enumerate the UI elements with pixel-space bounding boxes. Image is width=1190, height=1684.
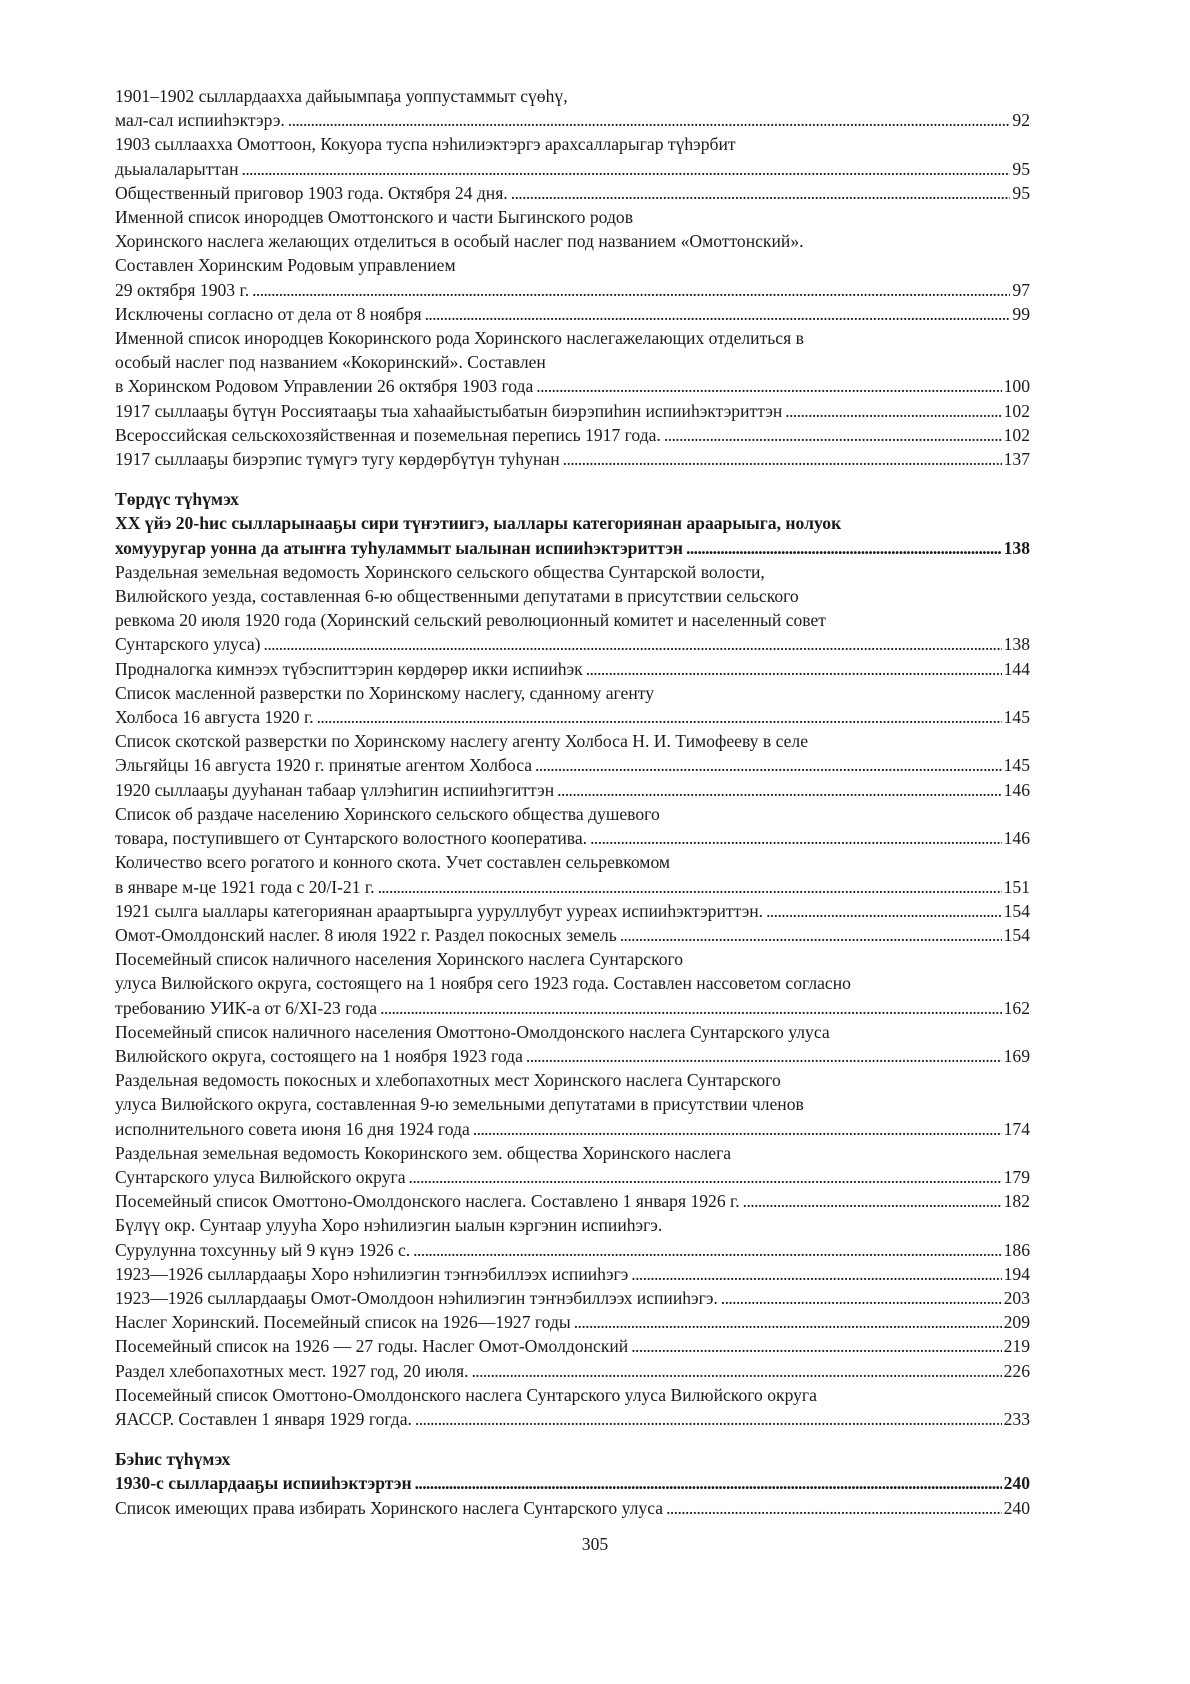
toc-entry-line: Посемейный список наличного населения Хоринского наслега Сунтарского [115, 949, 684, 970]
toc-entry [115, 850, 1030, 898]
toc-entry [115, 205, 1030, 302]
toc-entry-title: Исключены согласно от дела от 8 ноября [115, 303, 422, 324]
toc-entry-title: в январе м-це 1921 года с 20/I-21 г. [115, 876, 375, 897]
toc-entry-page: 100 [1003, 376, 1030, 397]
dot-leader [378, 875, 1002, 899]
toc-entry [115, 84, 1030, 132]
toc-entry-page: 182 [1003, 1191, 1030, 1212]
dot-leader [317, 705, 1002, 729]
toc-entry-page: 99 [1012, 303, 1030, 324]
toc-entry-leader-line [115, 826, 1030, 850]
toc-entry-title: Вилюйского округа, состоящего на 1 ноября 1923 года [115, 1045, 523, 1066]
dot-leader [415, 1471, 1002, 1495]
toc-entry [115, 1383, 1030, 1431]
dot-leader [380, 996, 1002, 1020]
toc-entry-title: Список имеющих права избирать Хоринского наслега Сунтарского улуса [115, 1497, 664, 1518]
toc-entry [115, 899, 1030, 923]
dot-leader [631, 1262, 1001, 1286]
dot-leader [535, 753, 1002, 777]
dot-leader [586, 657, 1002, 681]
toc-entry [115, 1068, 1030, 1141]
section-heading: Төрдүс түһүмэх [115, 489, 239, 510]
toc-entry [115, 399, 1030, 423]
toc-entry-line: улуса Вилюйского округа, состоящего на 1 ноября сего 1923 года. Составлен нассоветом согласно [115, 973, 851, 994]
section-gap [115, 471, 1030, 487]
toc-entry-title: Продналогка кимнээх түбэспиттэрин көрдөрөр икки испииһэк [115, 658, 583, 679]
toc-entry-line: Именной список инородцев Омоттонского и части Быгинского родов [115, 207, 634, 228]
toc-entry-title: в Хоринском Родовом Управлении 26 октября 1903 года [115, 376, 534, 397]
toc-entry-leader-line [115, 632, 1030, 656]
toc-entry-line: Раздельная земельная ведомость Хоринского сельского общества Сунтарской волости, [115, 561, 765, 582]
dot-leader [631, 1334, 1001, 1358]
dot-leader [664, 423, 1002, 447]
toc-entry [115, 1141, 1030, 1189]
toc-entry-page: 92 [1012, 110, 1030, 131]
dot-leader [415, 1407, 1002, 1431]
toc-entry-line: Посемейный список наличного населения Омоттоно-Омолдонского наслега Сунтарского улуса [115, 1021, 830, 1042]
toc-entry-page: 154 [1003, 900, 1030, 921]
toc-entry-leader-line [115, 108, 1030, 132]
dot-leader [526, 1044, 1002, 1068]
toc-entry [115, 1310, 1030, 1334]
dot-leader [743, 1189, 1002, 1213]
toc-entry-title: Общественный приговор 1903 года. Октября 24 дня. [115, 182, 508, 203]
toc-entry [115, 947, 1030, 1020]
toc-entry [115, 302, 1030, 326]
toc-entry-line: 1903 сыллаахха Омоттоон, Кокуора туспа нэһилиэктэргэ арахсалларыгар түһэрбит [115, 134, 736, 155]
toc-entry-leader-line [115, 1165, 1030, 1189]
toc-entry-title: Сурулунна тохсунньу ый 9 күнэ 1926 с. [115, 1239, 411, 1260]
toc-entry-leader-line [115, 181, 1030, 205]
toc-entry-title: Эльгяйцы 16 августа 1920 г. принятые агентом Холбоса [115, 755, 533, 776]
toc-entry-title: Наслег Хоринский. Посемейный список на 1926—1927 годы [115, 1312, 571, 1333]
toc-entry-leader-line [115, 1044, 1030, 1068]
dot-leader [288, 108, 1011, 132]
dot-leader [666, 1496, 1002, 1520]
toc-entry-leader-line [115, 1496, 1030, 1520]
toc-entry-page: 240 [1003, 1497, 1030, 1518]
toc-entry [115, 1471, 1030, 1495]
dot-leader [413, 1238, 1001, 1262]
toc-entry-leader-line [115, 423, 1030, 447]
toc-entry-page: 138 [1003, 537, 1030, 558]
toc-entry [115, 1020, 1030, 1068]
toc-entry-title: товара, поступившего от Сунтарского волостного кооператива. [115, 828, 588, 849]
toc-entry-title: 1920 сыллааҕы дууһанан табаар үллэһигин испииһэгиттэн [115, 779, 555, 800]
toc-entry-title: Омот-Омолдонский наслег. 8 июля 1922 г. Раздел покосных земель [115, 924, 617, 945]
toc-entry-title: 29 октября 1903 г. [115, 279, 250, 300]
dot-leader [721, 1286, 1002, 1310]
dot-leader [473, 1117, 1002, 1141]
toc-entry-line: XX үйэ 20-һис сылларынааҕы сири түҥэтиигэ, ыаллары категориянан араарыыга, нолуок [115, 513, 842, 534]
toc-entry-line: Раздельная ведомость покосных и хлебопахотных мест Хоринского наслега Сунтарского [115, 1070, 781, 1091]
dot-leader [511, 181, 1011, 205]
toc-entry [115, 511, 1030, 559]
toc-entry [115, 447, 1030, 471]
toc-entry [115, 1334, 1030, 1358]
toc-entry-title: Сунтарского улуса Вилюйского округа [115, 1166, 406, 1187]
toc-entry-line: ревкома 20 июля 1920 года (Хоринский сельский революционный комитет и населенный совет [115, 610, 826, 631]
table-of-contents [115, 84, 1030, 1520]
dot-leader [264, 632, 1002, 656]
toc-entry [115, 802, 1030, 850]
toc-entry [115, 423, 1030, 447]
toc-entry-title: 1917 сыллааҕы биэрэпис түмүгэ тугу көрдөрбүтүн туһунан [115, 449, 560, 470]
toc-entry-line: Хоринского наслега желающих отделиться в особый наслег под названием «Омоттонский». [115, 231, 804, 252]
toc-entry-page: 151 [1003, 876, 1030, 897]
dot-leader [242, 157, 1011, 181]
toc-entry-page: 209 [1003, 1312, 1030, 1333]
toc-entry-title: 1917 сыллааҕы бүтүн Россиятааҕы тыа хаһаайыстыбатын биэрэпиһин испииһэктэриттэн [115, 400, 783, 421]
toc-entry-line: Раздельная земельная ведомость Кокоринского зем. общества Хоринского наслега [115, 1142, 732, 1163]
dot-leader [471, 1359, 1001, 1383]
toc-entry-leader-line [115, 753, 1030, 777]
toc-entry-line: Именной список инородцев Кокоринского рода Хоринского наслегажелающих отделиться в [115, 328, 804, 349]
toc-entry-line: 1901–1902 сыллардаахха дайыымпаҕа уоппустаммыт сүөһү, [115, 86, 568, 106]
toc-entry-page: 226 [1003, 1360, 1030, 1381]
toc-entry-title: 1923—1926 сыллардааҕы Хоро нэһилиэгин тэҥнэбиллээх испииһэгэ [115, 1263, 629, 1284]
toc-entry [115, 132, 1030, 180]
toc-entry-leader-line [115, 302, 1030, 326]
dot-leader [785, 399, 1001, 423]
toc-entry [115, 1189, 1030, 1213]
toc-entry-line: Вилюйского уезда, составленная 6-ю общественными депутатами в присутствии сельского [115, 586, 799, 607]
dot-leader [590, 826, 1002, 850]
toc-entry-leader-line [115, 996, 1030, 1020]
toc-entry-page: 146 [1003, 779, 1030, 800]
section-gap [115, 1431, 1030, 1447]
toc-entry-leader-line [115, 1471, 1030, 1495]
toc-entry-title: 1930-с сыллардааҕы испииһэктэртэн [115, 1473, 412, 1494]
dot-leader [574, 1310, 1002, 1334]
dot-leader [620, 923, 1002, 947]
toc-entry-leader-line [115, 536, 1030, 560]
toc-entry-page: 97 [1012, 279, 1030, 300]
toc-entry [115, 1262, 1030, 1286]
toc-entry-page: 194 [1003, 1263, 1030, 1284]
toc-entry-title: Посемейный список Омоттоно-Омолдонского наслега. Составлено 1 января 1926 г. [115, 1191, 740, 1212]
toc-entry-title: Посемейный список на 1926 — 27 годы. Наслег Омот-Омолдонский [115, 1336, 629, 1357]
toc-entry [115, 1359, 1030, 1383]
toc-entry [115, 1496, 1030, 1520]
toc-entry-line: Количество всего рогатого и конного скота. Учет составлен сельревкомом [115, 852, 671, 873]
toc-entry-title: хомууругар уонна да атыҥҥа туһуламмыт ыалынан испииһэктэриттэн [115, 537, 684, 558]
toc-entry-leader-line [115, 399, 1030, 423]
toc-entry-leader-line [115, 1117, 1030, 1141]
dot-leader [536, 374, 1001, 398]
toc-entry-leader-line [115, 778, 1030, 802]
toc-entry-line: Список об раздаче населению Хоринского сельского общества душевого [115, 803, 660, 824]
toc-entry-page: 169 [1003, 1045, 1030, 1066]
toc-entry-title: ЯАССР. Составлен 1 января 1929 гогда. [115, 1408, 412, 1429]
toc-entry-leader-line [115, 1310, 1030, 1334]
toc-entry-title: Всероссийская сельскохозяйственная и поземельная перепись 1917 года. [115, 424, 661, 445]
toc-entry-page: 102 [1003, 400, 1030, 421]
dot-leader [766, 899, 1002, 923]
toc-entry-page: 95 [1012, 182, 1030, 203]
toc-entry-page: 219 [1003, 1336, 1030, 1357]
toc-entry [115, 729, 1030, 777]
toc-entry-page: 154 [1003, 924, 1030, 945]
toc-entry-page: 102 [1003, 424, 1030, 445]
toc-entry-page: 145 [1003, 755, 1030, 776]
toc-entry [115, 326, 1030, 399]
toc-entry [115, 1286, 1030, 1310]
toc-entry-title: требованию УИК-а от 6/XI-23 года [115, 997, 378, 1018]
toc-entry [115, 181, 1030, 205]
section-heading: Бэһис түһүмэх [115, 1449, 231, 1470]
toc-entry-line: Список масленной разверстки по Хоринскому наслегу, сданному агенту [115, 682, 655, 703]
dot-leader [409, 1165, 1002, 1189]
dot-leader [686, 536, 1002, 560]
toc-entry-title: Сунтарского улуса) [115, 634, 261, 655]
toc-entry-line: Посемейный список Омоттоно-Омолдонского наслега Сунтарского улуса Вилюйского округа [115, 1384, 817, 1405]
toc-entry-page: 144 [1003, 658, 1030, 679]
page-number: 305 [581, 1534, 609, 1554]
toc-entry-leader-line [115, 923, 1030, 947]
toc-entry-leader-line [115, 1262, 1030, 1286]
toc-entry-page: 179 [1003, 1166, 1030, 1187]
dot-leader [252, 278, 1010, 302]
toc-entry-leader-line [115, 705, 1030, 729]
toc-entry-title: мал-сал испииһэктэрэ. [115, 110, 285, 131]
toc-entry-leader-line [115, 1334, 1030, 1358]
toc-entry-leader-line [115, 278, 1030, 302]
toc-entry [115, 1213, 1030, 1261]
toc-entry-title: 1923—1926 сыллардааҕы Омот-Омолдоон нэһилиэгин тэҥнэбиллээх испииһэгэ. [115, 1287, 718, 1308]
toc-entry-line: особый наслег под названием «Кокоринский». Составлен [115, 352, 546, 373]
toc-entry-line: Бүлүү окр. Сунтаар улууһа Хоро нэһилиэгин ыалын кэргэнин испииһэгэ. [115, 1215, 663, 1236]
toc-entry [115, 560, 1030, 657]
toc-entry-title: исполнительного совета июня 16 дня 1924 года [115, 1118, 470, 1139]
toc-entry-page: 137 [1003, 449, 1030, 470]
toc-entry-leader-line [115, 1359, 1030, 1383]
toc-entry-line: улуса Вилюйского округа, составленная 9-ю земельными депутатами в присутствии членов [115, 1094, 804, 1115]
dot-leader [557, 778, 1001, 802]
toc-entry-leader-line [115, 875, 1030, 899]
dot-leader [563, 447, 1002, 471]
toc-entry-leader-line [115, 157, 1030, 181]
toc-entry-page: 203 [1003, 1287, 1030, 1308]
toc-entry-title: 1921 сылга ыаллары категориянан араартыырга ууруллубут ууреах испииһэктэриттэн. [115, 900, 764, 921]
toc-entry-page: 146 [1003, 828, 1030, 849]
toc-entry-leader-line [115, 1238, 1030, 1262]
toc-entry-page: 240 [1003, 1473, 1030, 1494]
toc-entry-leader-line [115, 1189, 1030, 1213]
toc-entry-page: 186 [1003, 1239, 1030, 1260]
toc-entry-leader-line [115, 1286, 1030, 1310]
toc-entry-leader-line [115, 899, 1030, 923]
toc-entry-page: 162 [1003, 997, 1030, 1018]
toc-entry-leader-line [115, 1407, 1030, 1431]
toc-entry-leader-line [115, 657, 1030, 681]
toc-entry [115, 778, 1030, 802]
dot-leader [425, 302, 1011, 326]
toc-entry-page: 174 [1003, 1118, 1030, 1139]
toc-entry-page: 138 [1003, 634, 1030, 655]
toc-entry-page: 145 [1003, 707, 1030, 728]
toc-entry-line: Список скотской разверстки по Хоринскому наслегу агенту Холбоса Н. И. Тимофееву в селе [115, 731, 809, 752]
toc-entry-page: 95 [1012, 158, 1030, 179]
toc-entry [115, 681, 1030, 729]
toc-entry-leader-line [115, 374, 1030, 398]
toc-entry-line: Составлен Хоринским Родовым управлением [115, 255, 456, 276]
toc-entry-leader-line [115, 447, 1030, 471]
toc-entry [115, 923, 1030, 947]
toc-entry-title: дьыалаларыттан [115, 158, 239, 179]
toc-entry-title: Раздел хлебопахотных мест. 1927 год, 20 июля. [115, 1360, 469, 1381]
toc-entry-title: Холбоса 16 августа 1920 г. [115, 707, 314, 728]
toc-entry [115, 657, 1030, 681]
toc-entry-page: 233 [1003, 1408, 1030, 1429]
